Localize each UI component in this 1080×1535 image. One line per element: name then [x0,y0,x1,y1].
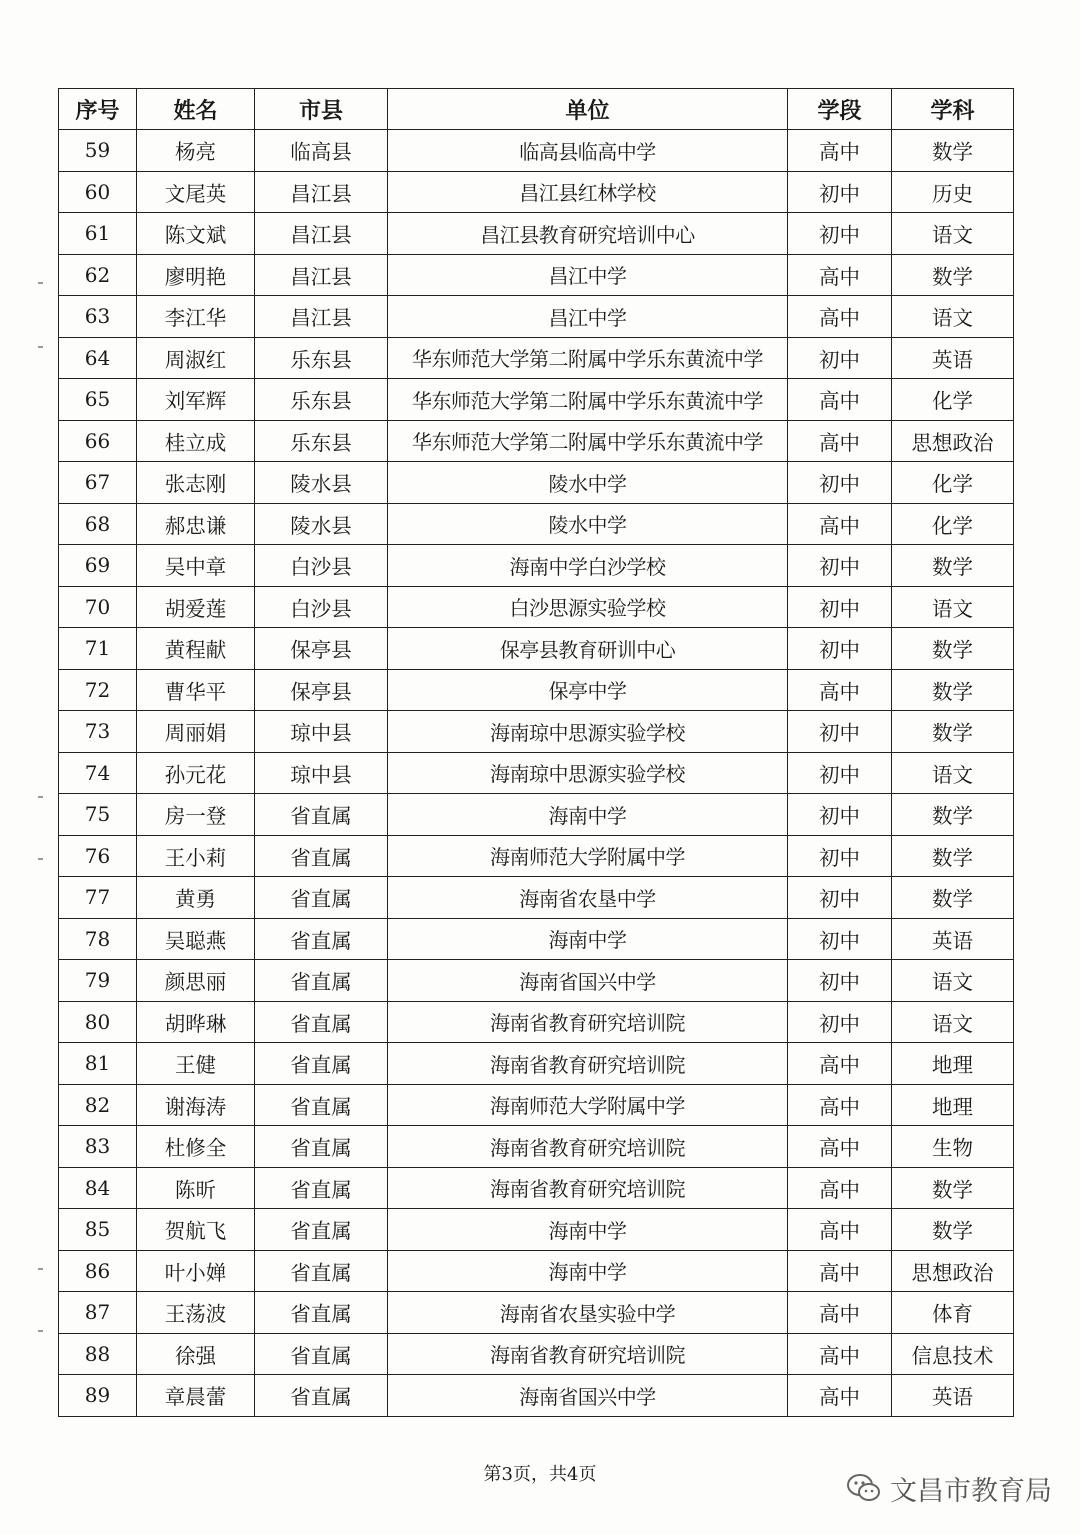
cell-county: 昌江县 [255,171,388,213]
cell-stage: 高中 [788,1126,892,1168]
table-row [59,1250,1014,1292]
cell-subject: 语文 [892,586,1014,628]
cell-index: 73 [59,711,137,753]
scan-mark [38,858,43,860]
cell-county: 省直属 [255,1250,388,1292]
cell-index: 72 [59,669,137,711]
cell-unit: 昌江中学 [388,296,788,338]
cell-unit: 海南省国兴中学 [388,960,788,1002]
cell-stage: 高中 [788,1043,892,1085]
cell-county: 省直属 [255,1043,388,1085]
cell-index: 71 [59,628,137,670]
cell-county: 省直属 [255,1167,388,1209]
cell-stage: 初中 [788,794,892,836]
cell-county: 陵水县 [255,503,388,545]
cell-county: 省直属 [255,835,388,877]
header-subject: 学科 [892,89,1014,130]
table-header-row [59,89,1014,130]
cell-stage: 高中 [788,1167,892,1209]
cell-unit: 华东师范大学第二附属中学乐东黄流中学 [388,420,788,462]
table-row [59,1126,1014,1168]
table-row [59,586,1014,628]
table-row [59,1292,1014,1334]
cell-index: 85 [59,1209,137,1251]
cell-stage: 高中 [788,503,892,545]
table-row [59,296,1014,338]
cell-county: 省直属 [255,1375,388,1417]
cell-index: 75 [59,794,137,836]
table-row [59,835,1014,877]
header-stage: 学段 [788,89,892,130]
cell-subject: 地理 [892,1043,1014,1085]
cell-name: 章晨蕾 [137,1375,255,1417]
cell-name: 陈昕 [137,1167,255,1209]
cell-county: 省直属 [255,1209,388,1251]
cell-name: 刘军辉 [137,379,255,421]
cell-stage: 初中 [788,171,892,213]
cell-subject: 数学 [892,254,1014,296]
watermark-text: 文昌市教育局 [890,1475,1052,1507]
cell-name: 叶小婵 [137,1250,255,1292]
cell-subject: 思想政治 [892,1250,1014,1292]
cell-unit: 海南省教育研究培训院 [388,1333,788,1375]
table-row [59,1209,1014,1251]
header-unit: 单位 [388,89,788,130]
cell-subject: 语文 [892,752,1014,794]
cell-stage: 高中 [788,1209,892,1251]
cell-name: 孙元花 [137,752,255,794]
cell-subject: 化学 [892,379,1014,421]
cell-unit: 海南师范大学附属中学 [388,835,788,877]
cell-index: 83 [59,1126,137,1168]
cell-unit: 海南中学 [388,918,788,960]
cell-stage: 初中 [788,545,892,587]
cell-name: 贺航飞 [137,1209,255,1251]
cell-stage: 高中 [788,1084,892,1126]
cell-subject: 地理 [892,1084,1014,1126]
table-row [59,1167,1014,1209]
cell-stage: 高中 [788,379,892,421]
cell-county: 省直属 [255,1001,388,1043]
cell-unit: 昌江中学 [388,254,788,296]
cell-name: 郝忠谦 [137,503,255,545]
cell-subject: 数学 [892,669,1014,711]
cell-county: 白沙县 [255,545,388,587]
cell-name: 王健 [137,1043,255,1085]
cell-name: 房一登 [137,794,255,836]
table-row [59,254,1014,296]
cell-subject: 思想政治 [892,420,1014,462]
cell-subject: 体育 [892,1292,1014,1334]
cell-county: 乐东县 [255,379,388,421]
cell-stage: 高中 [788,1333,892,1375]
cell-index: 63 [59,296,137,338]
cell-index: 65 [59,379,137,421]
header-index: 序号 [59,89,137,130]
cell-subject: 语文 [892,213,1014,255]
table-row [59,918,1014,960]
cell-name: 吴聪燕 [137,918,255,960]
cell-subject: 数学 [892,1209,1014,1251]
cell-subject: 英语 [892,918,1014,960]
table-row [59,1333,1014,1375]
cell-stage: 初中 [788,1001,892,1043]
cell-county: 省直属 [255,1084,388,1126]
cell-unit: 海南省教育研究培训院 [388,1167,788,1209]
cell-index: 84 [59,1167,137,1209]
cell-county: 昌江县 [255,296,388,338]
header-county: 市县 [255,89,388,130]
cell-subject: 英语 [892,1375,1014,1417]
cell-index: 68 [59,503,137,545]
table-body [59,130,1014,1417]
cell-name: 胡晔琳 [137,1001,255,1043]
cell-subject: 数学 [892,545,1014,587]
cell-unit: 海南省农垦实验中学 [388,1292,788,1334]
cell-index: 79 [59,960,137,1002]
cell-stage: 高中 [788,130,892,172]
cell-index: 77 [59,877,137,919]
scan-mark [38,282,43,284]
cell-name: 张志刚 [137,462,255,504]
cell-name: 文尾英 [137,171,255,213]
cell-name: 吴中章 [137,545,255,587]
cell-unit: 海南师范大学附属中学 [388,1084,788,1126]
cell-subject: 数学 [892,1167,1014,1209]
cell-county: 乐东县 [255,337,388,379]
cell-unit: 海南琼中思源实验学校 [388,752,788,794]
scan-mark [38,346,43,348]
cell-stage: 高中 [788,254,892,296]
cell-name: 胡爱莲 [137,586,255,628]
cell-name: 周淑红 [137,337,255,379]
header-name: 姓名 [137,89,255,130]
cell-county: 白沙县 [255,586,388,628]
table-row [59,1084,1014,1126]
cell-index: 69 [59,545,137,587]
cell-index: 88 [59,1333,137,1375]
cell-name: 周丽娟 [137,711,255,753]
cell-unit: 昌江县教育研究培训中心 [388,213,788,255]
cell-stage: 初中 [788,877,892,919]
table-row [59,171,1014,213]
table-row [59,379,1014,421]
cell-index: 70 [59,586,137,628]
cell-county: 省直属 [255,918,388,960]
cell-index: 62 [59,254,137,296]
table-row [59,503,1014,545]
cell-unit: 陵水中学 [388,462,788,504]
cell-subject: 数学 [892,628,1014,670]
cell-name: 杨亮 [137,130,255,172]
cell-name: 颜思丽 [137,960,255,1002]
cell-unit: 保亭县教育研训中心 [388,628,788,670]
cell-county: 省直属 [255,1292,388,1334]
cell-county: 琼中县 [255,752,388,794]
scan-mark [38,796,43,798]
cell-name: 王小莉 [137,835,255,877]
cell-index: 59 [59,130,137,172]
cell-index: 86 [59,1250,137,1292]
scan-mark [38,1268,43,1270]
cell-unit: 海南中学 [388,1250,788,1292]
table-row [59,462,1014,504]
cell-county: 临高县 [255,130,388,172]
table-row [59,1375,1014,1417]
wechat-icon [846,1473,882,1503]
cell-unit: 昌江县红林学校 [388,171,788,213]
table-row [59,545,1014,587]
table-row [59,752,1014,794]
cell-unit: 华东师范大学第二附属中学乐东黄流中学 [388,337,788,379]
cell-name: 黄程献 [137,628,255,670]
table-row [59,960,1014,1002]
cell-name: 陈文斌 [137,213,255,255]
table-row [59,1043,1014,1085]
cell-index: 78 [59,918,137,960]
cell-stage: 初中 [788,586,892,628]
cell-unit: 海南省教育研究培训院 [388,1043,788,1085]
cell-subject: 数学 [892,877,1014,919]
cell-subject: 数学 [892,711,1014,753]
table-row [59,711,1014,753]
cell-subject: 历史 [892,171,1014,213]
cell-index: 74 [59,752,137,794]
cell-subject: 化学 [892,503,1014,545]
cell-index: 81 [59,1043,137,1085]
cell-county: 琼中县 [255,711,388,753]
cell-index: 87 [59,1292,137,1334]
table-row [59,1001,1014,1043]
cell-stage: 高中 [788,420,892,462]
cell-stage: 高中 [788,1250,892,1292]
cell-stage: 高中 [788,1375,892,1417]
cell-unit: 海南省教育研究培训院 [388,1001,788,1043]
cell-subject: 数学 [892,835,1014,877]
cell-name: 谢海涛 [137,1084,255,1126]
cell-unit: 保亭中学 [388,669,788,711]
cell-county: 省直属 [255,794,388,836]
cell-stage: 初中 [788,337,892,379]
cell-unit: 海南琼中思源实验学校 [388,711,788,753]
cell-subject: 数学 [892,130,1014,172]
cell-stage: 初中 [788,752,892,794]
cell-index: 60 [59,171,137,213]
cell-unit: 陵水中学 [388,503,788,545]
cell-stage: 初中 [788,462,892,504]
cell-unit: 临高县临高中学 [388,130,788,172]
cell-unit: 白沙思源实验学校 [388,586,788,628]
watermark [846,1470,1052,1506]
table-row [59,337,1014,379]
cell-stage: 初中 [788,711,892,753]
cell-stage: 初中 [788,918,892,960]
cell-subject: 数学 [892,794,1014,836]
cell-index: 80 [59,1001,137,1043]
table-row [59,420,1014,462]
cell-county: 乐东县 [255,420,388,462]
table-row [59,130,1014,172]
cell-county: 省直属 [255,960,388,1002]
cell-county: 保亭县 [255,628,388,670]
cell-index: 82 [59,1084,137,1126]
table-row [59,669,1014,711]
cell-unit: 海南中学 [388,794,788,836]
cell-index: 67 [59,462,137,504]
cell-subject: 语文 [892,960,1014,1002]
cell-stage: 高中 [788,669,892,711]
cell-index: 89 [59,1375,137,1417]
cell-county: 省直属 [255,1333,388,1375]
scan-mark [38,1330,43,1332]
cell-stage: 初中 [788,960,892,1002]
cell-name: 王荡波 [137,1292,255,1334]
cell-stage: 初中 [788,835,892,877]
table-row [59,794,1014,836]
table-row [59,877,1014,919]
page-number: 第3页，共4页 [483,1464,597,1485]
table-row [59,213,1014,255]
cell-unit: 华东师范大学第二附属中学乐东黄流中学 [388,379,788,421]
table-row [59,628,1014,670]
cell-name: 廖明艳 [137,254,255,296]
cell-name: 曹华平 [137,669,255,711]
cell-subject: 化学 [892,462,1014,504]
cell-subject: 生物 [892,1126,1014,1168]
cell-county: 陵水县 [255,462,388,504]
cell-subject: 语文 [892,296,1014,338]
cell-stage: 高中 [788,1292,892,1334]
cell-stage: 初中 [788,213,892,255]
cell-stage: 高中 [788,296,892,338]
cell-name: 黄勇 [137,877,255,919]
cell-index: 64 [59,337,137,379]
cell-subject: 语文 [892,1001,1014,1043]
cell-index: 76 [59,835,137,877]
cell-unit: 海南省国兴中学 [388,1375,788,1417]
cell-subject: 英语 [892,337,1014,379]
cell-name: 李江华 [137,296,255,338]
cell-index: 66 [59,420,137,462]
cell-county: 省直属 [255,877,388,919]
cell-unit: 海南省农垦中学 [388,877,788,919]
cell-county: 保亭县 [255,669,388,711]
cell-unit: 海南中学白沙学校 [388,545,788,587]
cell-unit: 海南中学 [388,1209,788,1251]
cell-name: 徐强 [137,1333,255,1375]
teacher-roster-table [58,88,1014,1417]
cell-name: 桂立成 [137,420,255,462]
cell-county: 昌江县 [255,254,388,296]
cell-name: 杜修全 [137,1126,255,1168]
cell-county: 昌江县 [255,213,388,255]
cell-index: 61 [59,213,137,255]
cell-unit: 海南省教育研究培训院 [388,1126,788,1168]
cell-stage: 初中 [788,628,892,670]
cell-subject: 信息技术 [892,1333,1014,1375]
cell-county: 省直属 [255,1126,388,1168]
